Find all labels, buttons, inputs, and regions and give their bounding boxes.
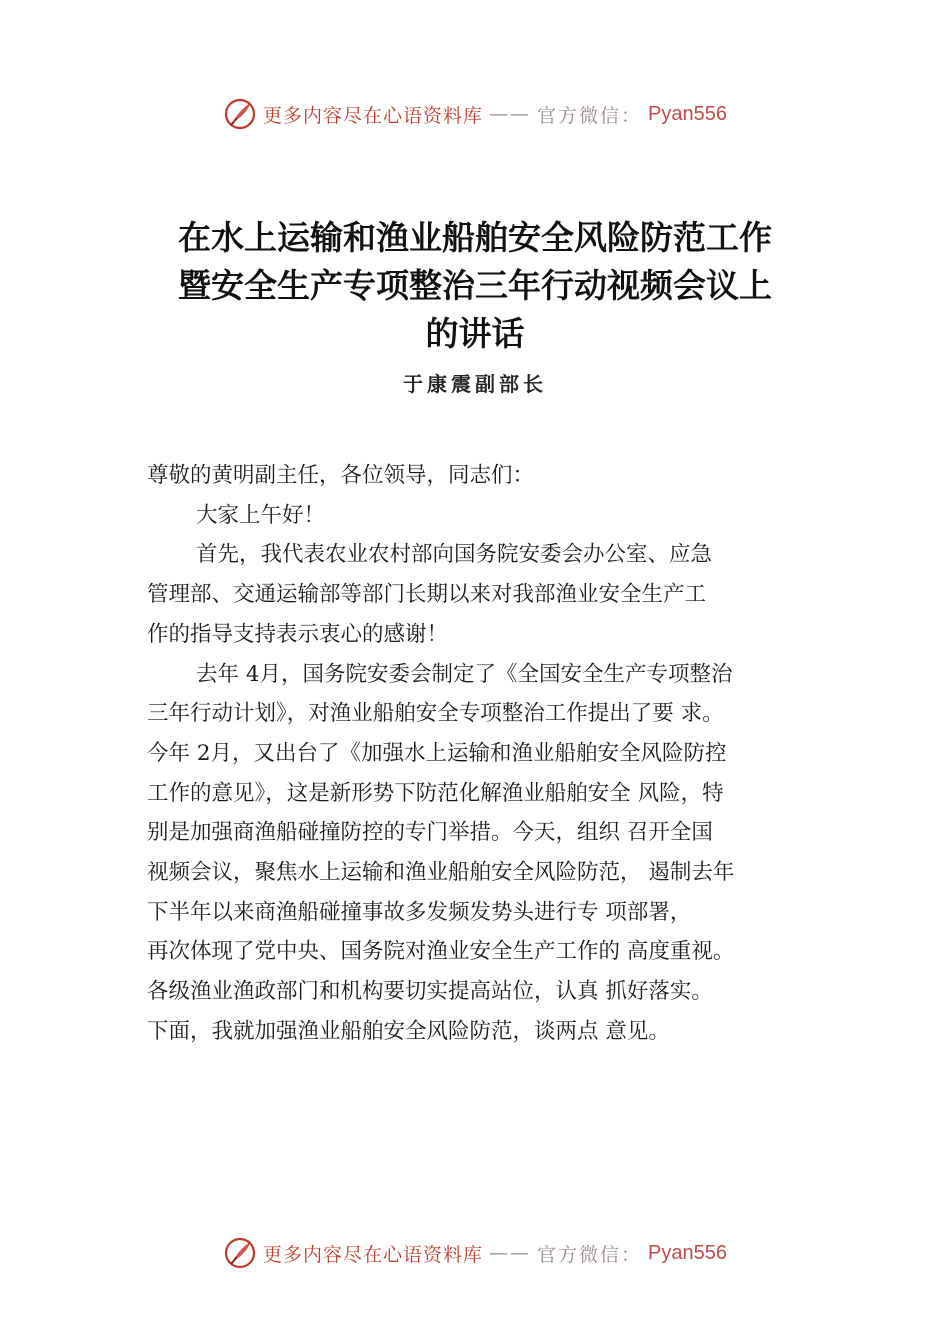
salutation: 尊敬的黄明副主任，各位领导，同志们： — [147, 463, 535, 488]
watermark-label: 官方微信： — [537, 1243, 643, 1266]
document-title — [120, 214, 830, 358]
paragraph-1-line: 首先，我代表农业农村部向国务院安委会办公室、应急 — [196, 542, 713, 568]
feather-pen-logo-icon — [223, 97, 257, 131]
watermark-wechat-id: Pyan556 — [648, 1241, 727, 1264]
watermark-separator: —— — [489, 1242, 532, 1264]
paragraph-2-line: 去年 4月，国务院安委会制定了《全国安全生产专项整治 — [196, 661, 733, 687]
author-name: 于康震副部长 — [403, 372, 547, 396]
watermark-header — [0, 94, 950, 134]
title-line-2: 暨安全生产专项整治三年行动视频会议上 — [178, 266, 772, 305]
title-line-3: 的讲话 — [425, 314, 525, 353]
document-body — [147, 456, 837, 1052]
paragraph-2-line: 视频会议，聚焦水上运输和渔业船舶安全风险防范， 遏制去年 — [147, 860, 735, 886]
paragraph-2-line: 各级渔业渔政部门和机构要切实提高站位，认真 抓好落实。 — [147, 979, 713, 1005]
watermark-label: 官方微信： — [537, 104, 643, 127]
paragraph-2-line: 再次体现了党中央、国务院对渔业安全生产工作的 高度重视。 — [147, 939, 735, 965]
paragraph-2-line: 今年 2月，又出台了《加强水上运输和渔业船舶安全风险防控 — [147, 740, 727, 766]
title-line-1: 在水上运输和渔业船舶安全风险防范工作 — [178, 218, 772, 257]
feather-pen-logo-icon — [223, 1236, 257, 1270]
paragraph-2-line: 工作的意见》，这是新形势下防范化解渔业船舶安全 风险，特 — [147, 780, 724, 806]
paragraph-2-line: 别是加强商渔船碰撞防控的专门举措。今天，组织 召开全国 — [147, 820, 713, 846]
watermark-footer — [0, 1233, 950, 1273]
paragraph-2-line: 下半年以来商渔船碰撞事故多发频发势头进行专 项部署， — [147, 899, 692, 925]
watermark-text: 更多内容尽在心语资料库 — [263, 1243, 484, 1266]
paragraph-2-line: 三年行动计划》，对渔业船舶安全专项整治工作提出了要 求。 — [147, 701, 724, 727]
greeting: 大家上午好！ — [196, 502, 326, 528]
watermark-wechat-id: Pyan556 — [648, 102, 727, 125]
watermark-text: 更多内容尽在心语资料库 — [263, 104, 484, 127]
paragraph-1-line: 管理部、交通运输部等部门长期以来对我部渔业安全生产工 — [147, 582, 707, 608]
paragraph-1-line: 作的指导支持表示衷心的感谢！ — [147, 621, 449, 647]
watermark-separator: —— — [489, 103, 532, 125]
paragraph-2-line: 下面，我就加强渔业船舶安全风险防范，谈两点 意见。 — [147, 1018, 670, 1044]
